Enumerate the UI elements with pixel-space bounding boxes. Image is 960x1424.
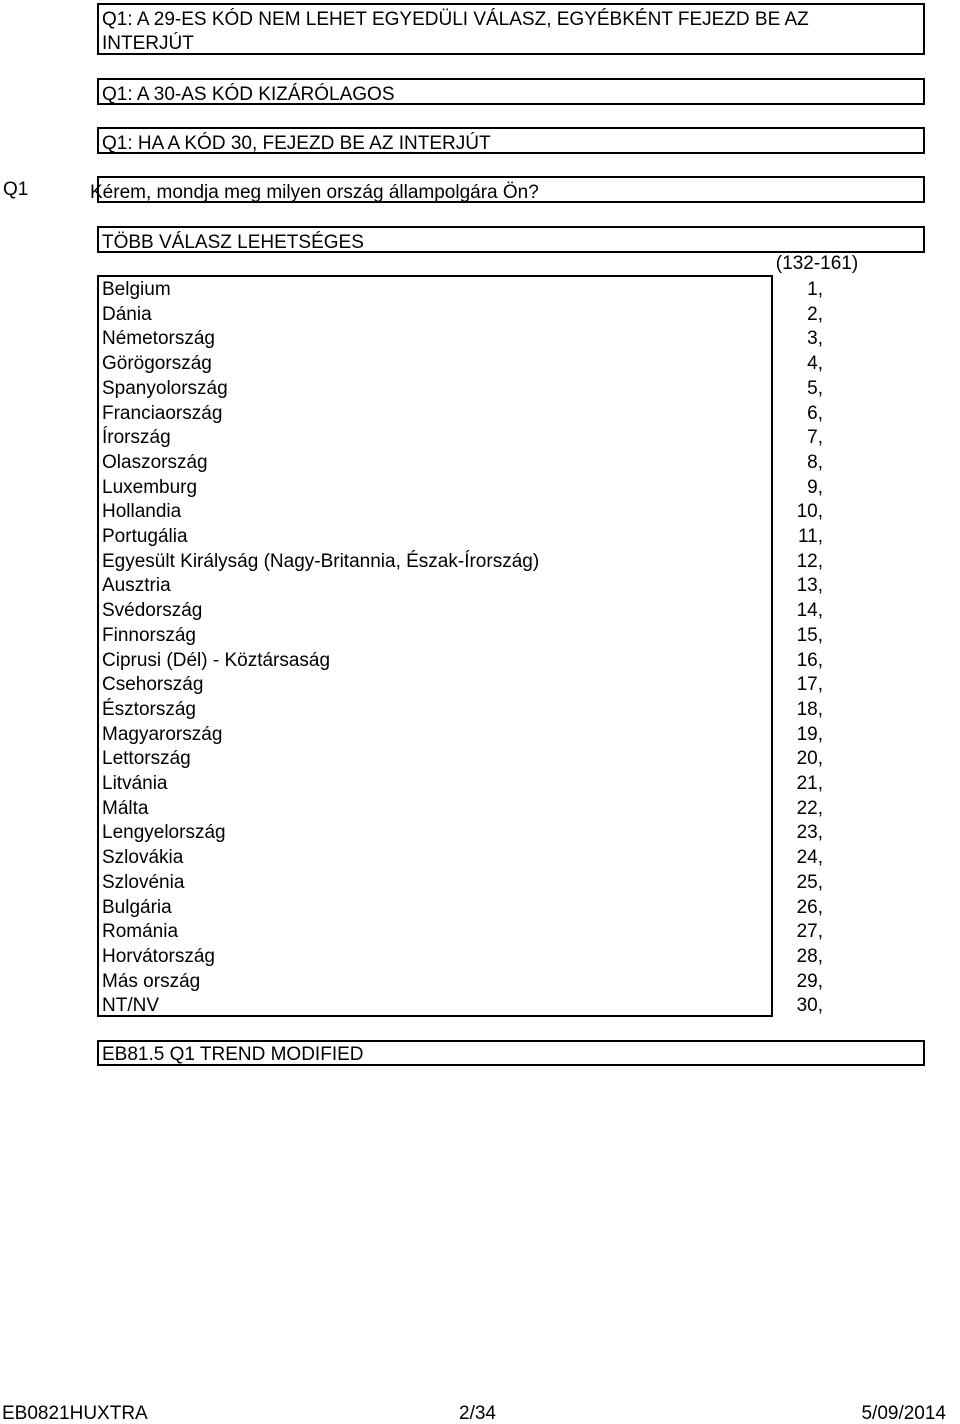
code-range-header: (132-161) [775,253,859,274]
option-label: Hollandia [102,501,182,523]
option-label: Portugália [102,526,188,547]
option-label: Egyesült Királyság (Nagy-Britannia, Észak-Írország) [102,550,540,572]
option-label: Spanyolország [102,377,228,399]
instruction-text: TÖBB VÁLASZ LEHETSÉGES [102,232,364,253]
note-box-1 [97,3,925,55]
option-label: Más ország [102,970,201,992]
option-label: NT/NV [102,995,159,1017]
option-label: Németország [102,328,215,350]
option-label: Észtország [102,698,196,720]
option-code: 21, [796,773,823,794]
option-label: Szlovénia [102,871,185,893]
option-code: 7, [807,427,823,449]
option-code: 27, [796,921,823,943]
note-text-1: Q1: A 29-ES KÓD NEM LEHET EGYEDÜLI VÁLASZ, EGYÉBKÉNT FEJEZD BE AZ INTERJÚT [102,9,809,54]
option-label: Ciprusi (Dél) - Köztársaság [102,649,331,671]
option-code: 19, [796,723,823,745]
option-code: 14, [796,600,823,622]
option-code: 13, [796,575,823,597]
option-label: Görögország [102,353,212,375]
option-code: 15, [796,624,823,646]
option-code: 25, [796,871,823,893]
option-label: Belgium [102,279,171,300]
option-label: Finnország [102,624,196,646]
option-label: Bulgária [102,896,172,918]
option-code: 23, [796,822,823,844]
option-label: Svédország [102,600,203,622]
footer-right: 5/09/2014 [861,1403,946,1424]
option-code: 22, [796,797,823,819]
option-label: Franciaország [102,402,223,424]
note-text-3: Q1: HA A KÓD 30, FEJEZD BE AZ INTERJÚT [102,133,491,154]
option-code: 16, [796,649,823,671]
question-box [90,176,925,203]
option-label: Horvátország [102,945,215,967]
trend-note-text: EB81.5 Q1 TREND MODIFIED [102,1044,364,1065]
option-code: 10, [796,501,823,523]
footer-center: 2/34 [459,1403,496,1424]
option-code: 28, [796,945,823,967]
option-label: Lengyelország [102,822,226,844]
option-code: 3, [807,328,823,350]
option-label: Csehország [102,674,204,696]
trend-note-box [97,1040,925,1066]
option-code: 4, [807,353,823,375]
option-code: 29, [796,970,823,992]
option-label: Málta [102,797,149,819]
option-code: 9, [807,476,823,498]
option-label: Luxemburg [102,476,198,498]
option-code: 20, [796,748,823,770]
option-code: 8, [807,451,823,473]
option-label: Írország [102,427,171,449]
option-code: 17, [796,674,823,696]
question-text: Kérem, mondja meg milyen ország állampolgára Ön? [90,182,539,203]
option-label: Olaszország [102,451,208,473]
option-code: 5, [807,377,823,399]
option-label: Litvánia [102,773,168,794]
note-box-2 [97,78,925,105]
option-label: Szlovákia [102,847,184,869]
option-code: 6, [807,402,823,424]
instruction-box [97,226,925,253]
option-code: 1, [807,279,823,300]
question-id: Q1 [3,179,29,200]
footer-left: EB0821HUXTRA [2,1403,148,1424]
option-code: 24, [796,847,823,869]
option-label: Románia [102,921,179,943]
options-list [97,275,773,1017]
option-code: 11, [797,526,823,547]
note-text-2: Q1: A 30-AS KÓD KIZÁRÓLAGOS [102,84,395,105]
option-code: 30, [796,995,823,1017]
option-label: Lettország [102,748,191,770]
option-label: Dánia [102,303,152,325]
option-code: 2, [807,303,823,325]
option-label: Magyarország [102,723,223,745]
option-code: 18, [796,698,823,720]
option-label: Ausztria [102,575,171,597]
note-box-3 [97,127,925,154]
option-code: 26, [796,896,823,918]
option-code: 12, [796,550,823,572]
